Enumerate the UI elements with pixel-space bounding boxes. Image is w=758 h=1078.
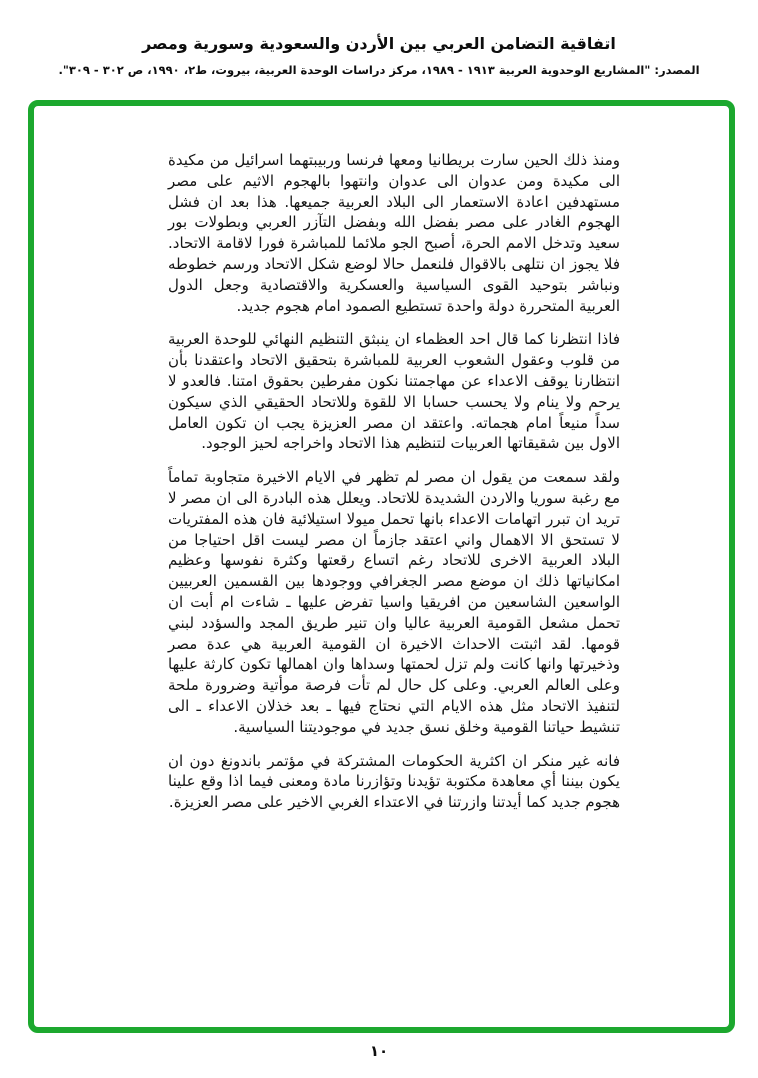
paragraph: فاذا انتظرنا كما قال احد العظماء ان ينبثق التنظيم النهائي للوحدة العربية من قلوب وعقول الشعوب العربية للمباشرة بتحقيق الاتحاد واعتقدنا بأن انتظارنا يوقف الاعداء عن مهاجمتنا نكون مفرطين بحقوق امتنا. فالعدو لا يرحم ولا ينام ولا يحسب حسابا الا للقوة وللاتحاد الحقيقي الذي سيكون سداً منيعاً امام هجماته. واعتقد ان مصر العزيزة يجب ان تكون العامل الاول بين شقيقاتها العربيات لتنظيم هذا الاتحاد واخراجه لحيز الوجود.: [168, 330, 620, 453]
document-body-text: [168, 150, 620, 826]
page-title: اتفاقية التضامن العربي بين الأردن والسعودية وسورية ومصر: [142, 34, 616, 53]
page-header: [0, 34, 758, 77]
page-number: ١٠: [369, 1042, 389, 1060]
paragraph: فانه غير منكر ان اكثرية الحكومات المشتركة في مؤتمر باندونغ دون ان يكون بيننا أي معاهدة مكتوبة تؤيدنا وتؤازرنا مادة ومعنى فيما اذا وقع علينا هجوم جديد كما أيدتنا وازرتنا في الاعتداء الغربي الاخير على مصر العزيزة.: [168, 751, 620, 812]
source-citation: المصدر: "المشاريع الوحدوية العربية ١٩١٣ - ١٩٨٩، مركز دراسات الوحدة العربية، بيروت، ط٢، ١٩٩٠، ص ٣٠٢ - ٣٠٩".: [58, 63, 700, 77]
paragraph: ولقد سمعت من يقول ان مصر لم تظهر في الايام الاخيرة متجاوبة تماماً مع رغبة سوريا والاردن الشديدة للاتحاد. ويعلل هذه البادرة الى ان مصر لا تريد ان تبرر اتهامات الاعداء بانها تحمل ميولا استيلائية فان هذه المفتريات لا تستحق الا الاهمال واني اعتقد جازماً ان مصر ليست اقل احتياجا من البلاد العربية الاخرى للاتحاد رغم اتساع رقعتها وكثرة نفوسها وعظيم امكانياتها ذلك ان موضع مصر الجغرافي ووجودها بين القسمين العربيين الواسعين الشاسعين من افريقيا واسيا تفرض عليها ـ شاءت ام أبت ان تحمل مشعل القومية العربية عاليا وان تنير طريق المجد والسؤدد لبني قومها. لقد اثبتت الاحداث الاخيرة ان القومية العربية هي عدة مصر وذخيرتها وانها كانت ولم تزل لحمتها وسداها وان اهمالها تكون كارثة عليها وعلى العالم العربي. وعلى كل حال لم تأت فرصة موأتية وضرورة ملحة لتنفيذ الاتحاد مثل هذه الايام التي نحتاج فيها ـ بعد خذلان الاعداء ـ الى تنشيط حياتنا القومية وخلق نسق جديد في موجوديتنا السياسية.: [168, 468, 620, 736]
paragraph: ومنذ ذلك الحين سارت بريطانيا ومعها فرنسا وربيبتهما اسرائيل من مكيدة الى مكيدة ومن عدوان الى عدوان وانتهوا بالهجوم الاثيم على مصر مستهدفين اعادة الاستعمار الى البلاد العربية جميعها. هذا بعد ان فشل الهجوم الغادر على مصر بفضل الله وبفضل التآزر العربي وبطولات بور سعيد وتدخل الامم الحرة، أصبح الجو ملائما للمباشرة فورا لاقامة الاتحاد. فلا يجوز ان نتلهى بالاقوال فلنعمل حالا لوضع شكل الاتحاد ورسم خطوطه ونباشر بتوحيد القوى السياسية والعسكرية والاقتصادية وجعل الدول العربية المتحررة دولة واحدة تستطيع الصمود امام هجوم جديد.: [168, 151, 620, 315]
